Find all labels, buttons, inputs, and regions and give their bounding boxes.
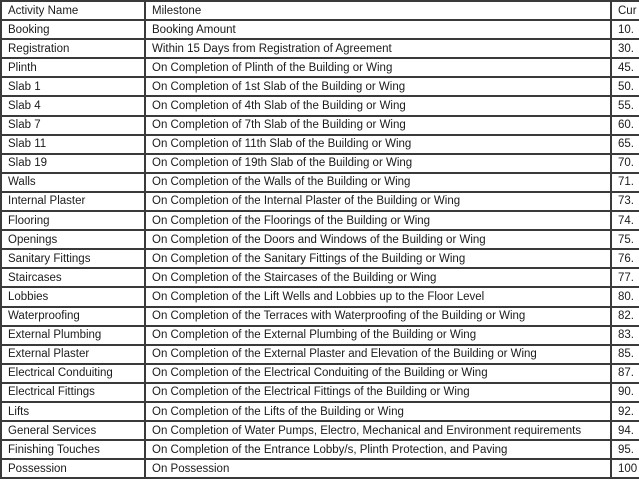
table-row [1,249,639,268]
table-row [1,211,639,230]
column-header-activity-name: Activity Name [1,1,145,20]
activity-name-cell: Internal Plaster [1,192,145,211]
table-row [1,116,639,135]
activity-name-cell: Possession [1,459,145,478]
activity-name-cell: Staircases [1,268,145,287]
milestone-cell: Within 15 Days from Registration of Agreement [145,39,611,58]
table-row [1,77,639,96]
table-row [1,326,639,345]
milestone-cell: On Completion of 19th Slab of the Building or Wing [145,154,611,173]
value-cell: 92. [611,402,639,421]
milestone-cell: On Completion of 1st Slab of the Building or Wing [145,77,611,96]
milestone-cell: On Completion of the Electrical Fittings of the Building or Wing [145,383,611,402]
value-cell: 76. [611,249,639,268]
milestone-cell: On Completion of the Terraces with Waterproofing of the Building or Wing [145,307,611,326]
table-row [1,402,639,421]
activity-name-cell: Slab 1 [1,77,145,96]
value-cell: 10. [611,20,639,39]
table-row [1,287,639,306]
activity-name-cell: Plinth [1,58,145,77]
value-cell: 100 [611,459,639,478]
value-cell: 87. [611,364,639,383]
activity-name-cell: Slab 4 [1,96,145,115]
activity-name-cell: Sanitary Fittings [1,249,145,268]
value-cell: 60. [611,116,639,135]
milestone-cell: On Completion of the Sanitary Fittings of the Building or Wing [145,249,611,268]
table-row [1,135,639,154]
table-header-row [1,1,639,20]
value-cell: 55. [611,96,639,115]
table-row [1,345,639,364]
activity-name-cell: Walls [1,173,145,192]
activity-name-cell: Electrical Fittings [1,383,145,402]
value-cell: 71. [611,173,639,192]
value-cell: 90. [611,383,639,402]
milestone-cell: On Completion of Water Pumps, Electro, Mechanical and Environment requirements [145,421,611,440]
activity-name-cell: Slab 7 [1,116,145,135]
table-row [1,307,639,326]
column-header-milestone: Milestone [145,1,611,20]
table-row [1,20,639,39]
activity-name-cell: Finishing Touches [1,440,145,459]
value-cell: 95. [611,440,639,459]
activity-name-cell: Slab 11 [1,135,145,154]
activity-name-cell: External Plaster [1,345,145,364]
table-row [1,268,639,287]
milestone-cell: On Completion of Plinth of the Building or Wing [145,58,611,77]
value-cell: 45. [611,58,639,77]
value-cell: 85. [611,345,639,364]
value-cell: 74. [611,211,639,230]
activity-name-cell: Lobbies [1,287,145,306]
milestone-cell: On Completion of the External Plumbing of the Building or Wing [145,326,611,345]
table-row [1,39,639,58]
milestone-cell: On Completion of the Entrance Lobby/s, Plinth Protection, and Paving [145,440,611,459]
activity-name-cell: Electrical Conduiting [1,364,145,383]
milestone-cell: On Completion of the Walls of the Building or Wing [145,173,611,192]
value-cell: 83. [611,326,639,345]
table-row [1,173,639,192]
milestone-cell: On Completion of the Doors and Windows of the Building or Wing [145,230,611,249]
activity-name-cell: Slab 19 [1,154,145,173]
value-cell: 82. [611,307,639,326]
column-header-cumulative: Cur [611,1,639,20]
value-cell: 75. [611,230,639,249]
activity-name-cell: Registration [1,39,145,58]
value-cell: 77. [611,268,639,287]
milestone-cell: On Completion of the External Plaster and Elevation of the Building or Wing [145,345,611,364]
table-row [1,154,639,173]
milestone-cell: On Completion of the Floorings of the Building or Wing [145,211,611,230]
value-cell: 80. [611,287,639,306]
activity-name-cell: Lifts [1,402,145,421]
milestone-cell: On Completion of the Staircases of the Building or Wing [145,268,611,287]
table-row [1,383,639,402]
table-row [1,364,639,383]
value-cell: 65. [611,135,639,154]
value-cell: 30. [611,39,639,58]
activity-name-cell: External Plumbing [1,326,145,345]
activity-name-cell: Waterproofing [1,307,145,326]
milestone-cell: On Possession [145,459,611,478]
milestone-cell: On Completion of 7th Slab of the Building or Wing [145,116,611,135]
table-row [1,192,639,211]
activity-name-cell: Flooring [1,211,145,230]
activity-name-cell: Openings [1,230,145,249]
table-row [1,58,639,77]
table-row [1,96,639,115]
table-row [1,230,639,249]
value-cell: 70. [611,154,639,173]
milestone-cell: On Completion of the Internal Plaster of the Building or Wing [145,192,611,211]
milestone-cell: On Completion of the Lift Wells and Lobbies up to the Floor Level [145,287,611,306]
milestone-cell: Booking Amount [145,20,611,39]
milestone-cell: On Completion of the Lifts of the Building or Wing [145,402,611,421]
milestone-cell: On Completion of the Electrical Conduiting of the Building or Wing [145,364,611,383]
table-row [1,459,639,478]
milestone-cell: On Completion of 4th Slab of the Building or Wing [145,96,611,115]
value-cell: 50. [611,77,639,96]
milestone-cell: On Completion of 11th Slab of the Building or Wing [145,135,611,154]
table-row [1,421,639,440]
activity-name-cell: Booking [1,20,145,39]
value-cell: 73. [611,192,639,211]
activity-name-cell: General Services [1,421,145,440]
table-row [1,440,639,459]
value-cell: 94. [611,421,639,440]
